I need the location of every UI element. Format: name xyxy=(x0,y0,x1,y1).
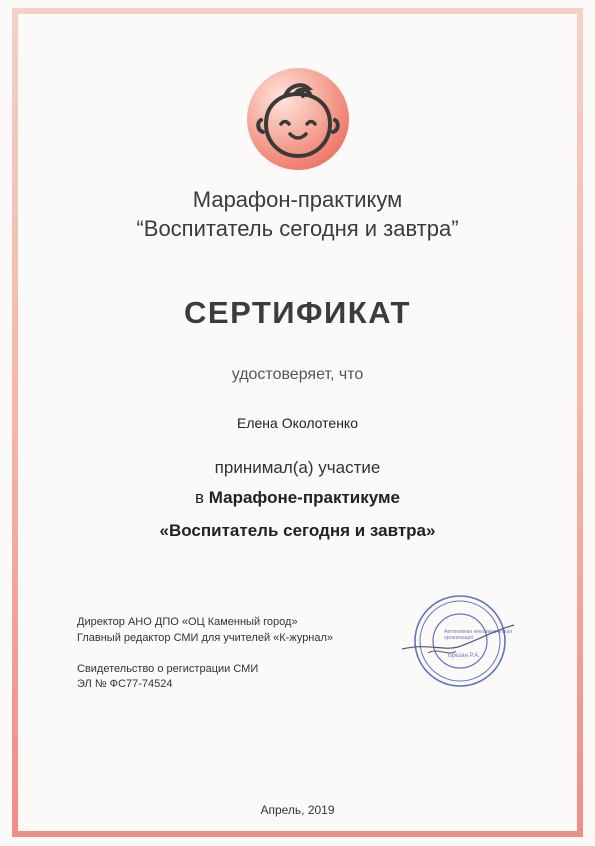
participated-text: принимал(а) участие xyxy=(214,458,381,477)
event-line xyxy=(0,488,595,508)
event-name: «Воспитатель сегодня и завтра» xyxy=(159,521,436,540)
marathon-title: Марафон-практикум xyxy=(192,187,403,212)
event-type: Марафоне-практикуме xyxy=(208,488,400,507)
in-prefix: в xyxy=(194,488,205,507)
certificate-heading: СЕРТИФИКАТ xyxy=(184,295,411,330)
child-face-logo-icon xyxy=(245,66,351,172)
certifies-text: удостоверяет, что xyxy=(231,366,364,383)
svg-text:организация: организация xyxy=(444,635,474,641)
seal-stamp-icon xyxy=(398,591,516,691)
recipient-name: Елена Околотенко xyxy=(237,415,358,431)
svg-text:Автономная некоммерческая: Автономная некоммерческая xyxy=(444,629,513,635)
signature-line-registration: Свидетельство о регистрации СМИ xyxy=(77,663,259,675)
stamp-signer: Брезан Р.А. xyxy=(448,653,480,659)
marathon-subtitle: “Воспитатель сегодня и завтра” xyxy=(136,216,459,241)
signature-line-editor: Главный редактор СМИ для учителей «К-журнал» xyxy=(77,632,334,644)
signature-line-license: ЭЛ № ФС77-74524 xyxy=(77,678,173,690)
signature-line-director: Директор АНО ДПО «ОЦ Каменный город» xyxy=(77,616,298,628)
issue-date: Апрель, 2019 xyxy=(260,803,335,817)
